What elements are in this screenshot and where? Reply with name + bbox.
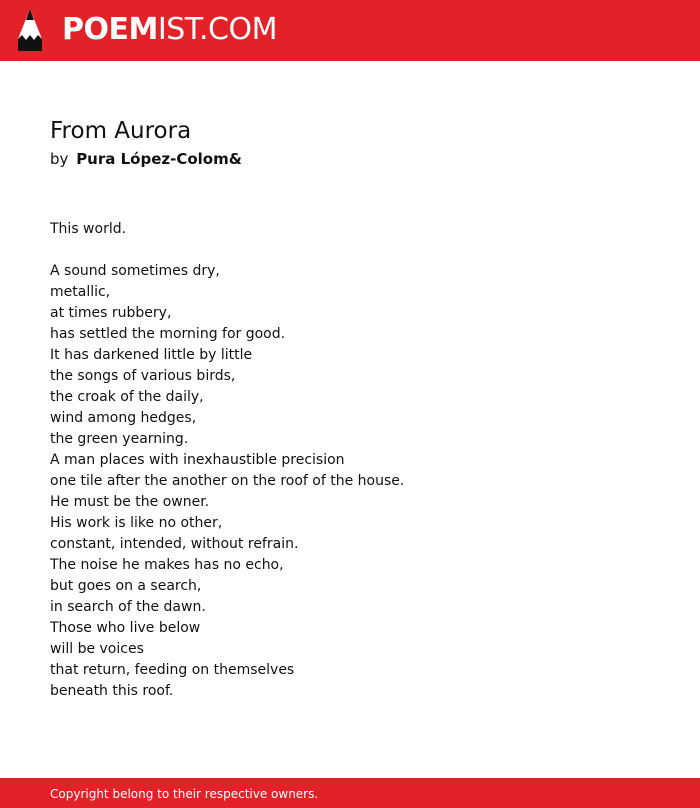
poem-line: constant, intended, without refrain.: [50, 536, 299, 552]
poem-line: It has darkened little by little: [50, 347, 253, 363]
poem-body: [50, 219, 650, 702]
poem-line: The noise he makes has no echo,: [50, 557, 284, 573]
poem-line: A man places with inexhaustible precision: [50, 452, 345, 468]
poem-line: at times rubbery,: [50, 305, 172, 321]
logo-bold-text: POEM: [62, 12, 158, 47]
pencil-icon: [17, 9, 43, 51]
poem-line: His work is like no other,: [50, 515, 223, 531]
poem-line: the songs of various birds,: [50, 368, 236, 384]
site-logo[interactable]: [62, 12, 277, 48]
copyright-text: Copyright belong to their respective owners.: [50, 787, 319, 801]
logo-light-text: IST.COM: [157, 12, 277, 47]
poem-line: Those who live below: [50, 620, 201, 636]
poem-line: He must be the owner.: [50, 494, 210, 510]
by-label: by: [50, 150, 69, 168]
poem-line: metallic,: [50, 284, 111, 300]
poem-line: wind among hedges,: [50, 410, 197, 426]
poem-line: will be voices: [50, 641, 144, 657]
byline: [50, 149, 242, 169]
poem-line: that return, feeding on themselves: [50, 662, 295, 678]
poem-line: the green yearning.: [50, 431, 189, 447]
poem-line: but goes on a search,: [50, 578, 202, 594]
site-footer: [0, 778, 700, 808]
poem-line: in search of the dawn.: [50, 599, 206, 615]
poem-title: From Aurora: [50, 118, 192, 144]
site-header: [0, 0, 700, 61]
author-name[interactable]: Pura López-Colom&: [76, 150, 242, 168]
poem-line: beneath this roof.: [50, 683, 174, 699]
poem-line: the croak of the daily,: [50, 389, 204, 405]
poem-line: A sound sometimes dry,: [50, 263, 220, 279]
poem-line: [50, 240, 650, 261]
poem-line: This world.: [50, 221, 127, 237]
poem-line: has settled the morning for good.: [50, 326, 286, 342]
poem-line: one tile after the another on the roof of the house.: [50, 473, 405, 489]
